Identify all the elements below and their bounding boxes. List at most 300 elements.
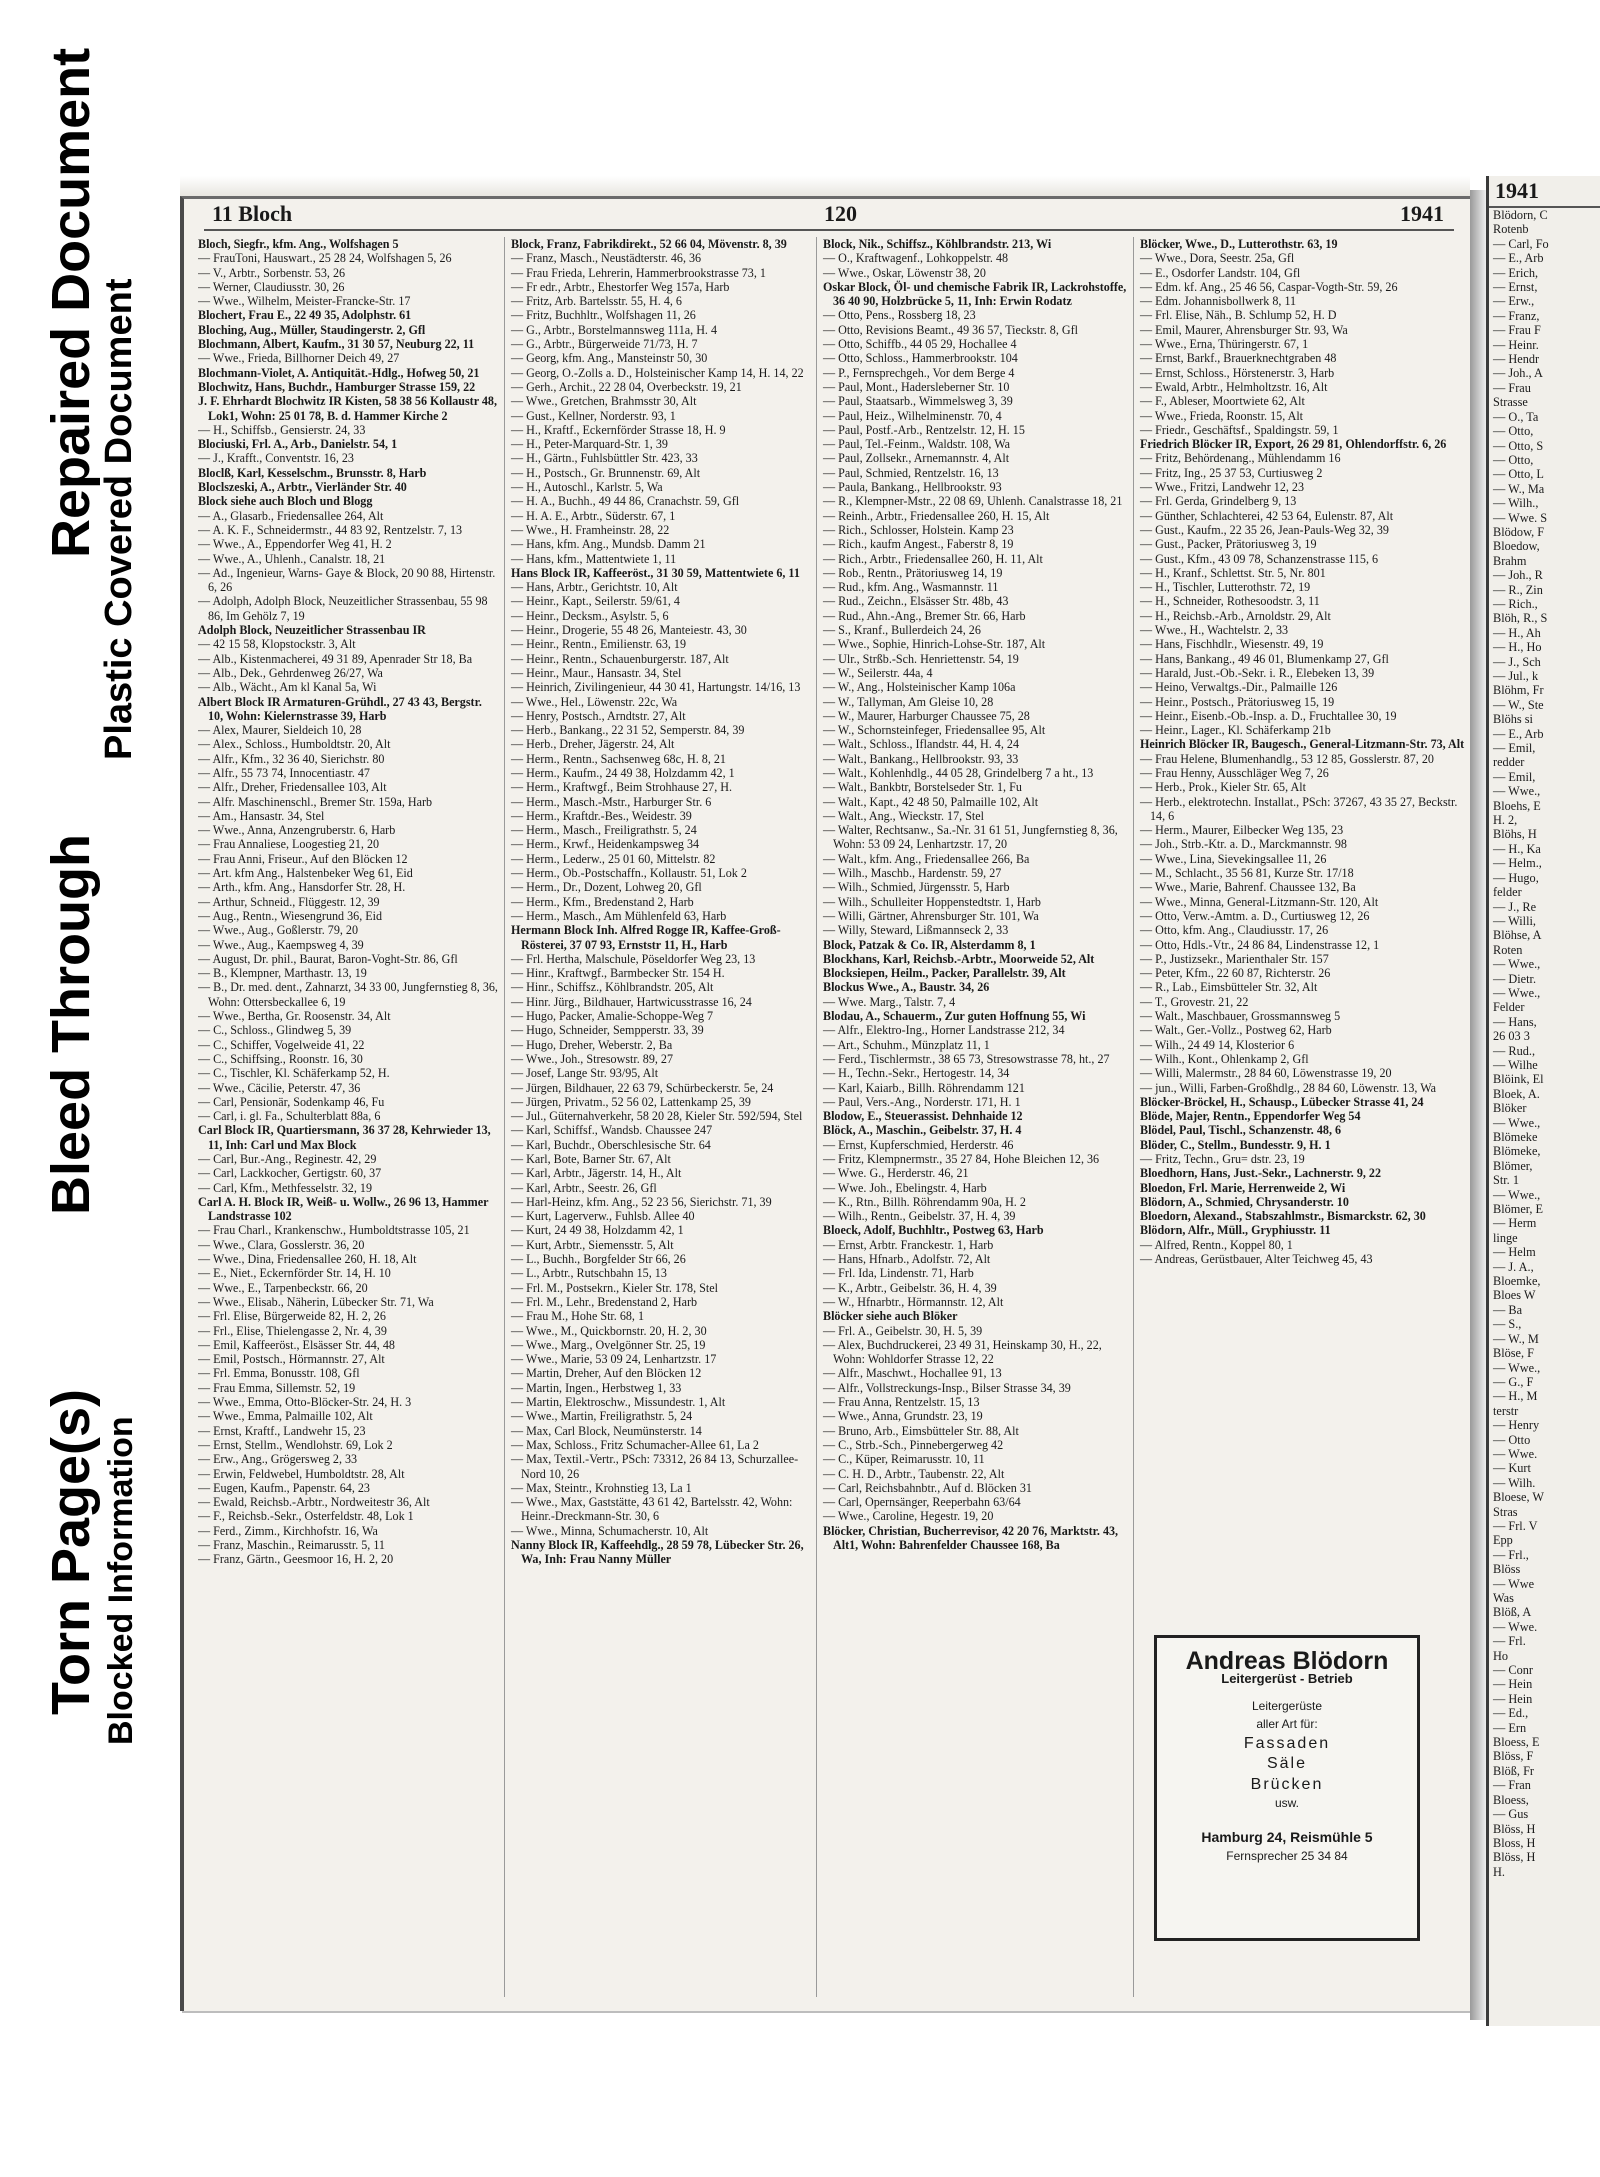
directory-entry: — Fr edr., Arbtr., Ehestorfer Weg 157a, Harb xyxy=(511,279,730,294)
directory-entry: — Ewald, Arbtr., Helmholtzstr. 16, Alt xyxy=(1140,379,1328,394)
directory-entry: — Hugo, Schneider, Sempperstr. 33, 39 xyxy=(511,1023,704,1038)
directory-entry: — Herb., Prok., Kieler Str. 65, Alt xyxy=(1140,780,1306,795)
ad-address: Hamburg 24, Reismühle 5 xyxy=(1201,1829,1373,1846)
directory-entry: Block, Nik., Schiffsz., Köhlbrandstr. 213, Wi xyxy=(823,237,1052,251)
next-page-line: Blöss xyxy=(1493,1562,1521,1577)
directory-entry: Blöck, A., Maschin., Geibelstr. 37, H. 4 xyxy=(823,1123,1022,1138)
directory-entry: — Wwe., M., Quickbornstr. 20, H. 2, 30 xyxy=(511,1323,707,1338)
directory-entry: — 42 15 58, Klopstockstr. 3, Alt xyxy=(198,637,356,652)
directory-entry: — Ernst, Kraftf., Landwehr 15, 23 xyxy=(198,1423,366,1438)
directory-entry: — H., Schiffsb., Gensierstr. 24, 33 xyxy=(198,422,366,437)
directory-entry: — J., Krafft., Conventstr. 16, 23 xyxy=(198,451,354,466)
next-page-line: — J., Re xyxy=(1493,899,1537,914)
directory-entry: — Franz, Masch., Neustädterstr. 46, 36 xyxy=(511,251,702,266)
directory-entry: Blöcker-Bröckel, H., Schausp., Lübecker Strasse 41, 24 xyxy=(1140,1094,1424,1109)
directory-entry: — Otto, Hdls.-Vtr., 24 86 84, Lindenstrasse 12, 1 xyxy=(1140,937,1380,952)
directory-entry: — Gust., Packer, Prätoriusweg 3, 19 xyxy=(1140,537,1317,552)
directory-entry: — Wwe., Elisab., Näherin, Lübecker Str. 71, Wa xyxy=(198,1294,434,1309)
next-page-line: — Hendr xyxy=(1493,352,1540,367)
directory-entry: — Rich., Schlosser, Holstein. Kamp 23 xyxy=(823,522,1014,537)
directory-entry: — Paul, Zollsekr., Arnemannstr. 4, Alt xyxy=(823,451,1010,466)
next-page-line: — Otto xyxy=(1493,1432,1531,1447)
annotation-tags xyxy=(0,0,180,2177)
directory-entry: — Wwe., H., Wachtelstr. 2, 33 xyxy=(1140,623,1289,638)
directory-entry: — Alb., Wächt., Am kl Kanal 5a, Wi xyxy=(198,680,377,695)
directory-entry: — Wwe., Erna, Thüringerstr. 67, 1 xyxy=(1140,337,1309,352)
next-page-line: Ho xyxy=(1493,1648,1509,1663)
directory-entry: J. F. Ehrhardt Blochwitz IR Kisten, 58 38 56 Kollaustr 48, Lok1, Wohn: 25 01 78, B. d. Hammer Kirche 2 xyxy=(198,394,498,423)
directory-entry: — B., Dr. med. dent., Zahnarzt, 34 33 00, Jungfernstieg 8, 36, Wohn: Ottersbeckallee 6, 19 xyxy=(198,980,498,1009)
next-page-line: — Henry xyxy=(1493,1418,1540,1433)
directory-entry: — Carl, Opernsänger, Reeperbahn 63/64 xyxy=(823,1495,1021,1510)
next-page-strip xyxy=(1486,176,1600,2026)
next-page-line: H. 2, xyxy=(1493,813,1518,828)
directory-entry: — Fritz, Arb. Bartelsstr. 55, H. 4, 6 xyxy=(511,294,682,309)
directory-entry: — Otto, Pens., Rossberg 18, 23 xyxy=(823,308,976,323)
directory-entry: — Aug., Rentn., Wiesengrund 36, Eid xyxy=(198,908,383,923)
next-page-line: Blöß, Fr xyxy=(1493,1763,1534,1778)
directory-entry: — Edm. kf. Ang., 25 46 56, Caspar-Vogth-Str. 59, 26 xyxy=(1140,279,1398,294)
directory-entry: — Max, Steintr., Krohnstieg 13, La 1 xyxy=(511,1480,692,1495)
directory-entry: Bloedon, Frl. Marie, Herrenweide 2, Wi xyxy=(1140,1180,1346,1195)
directory-entry: — Wwe., Oskar, Löwenstr 38, 20 xyxy=(823,265,986,280)
directory-entry: — Walt., Kohlenhdlg., 44 05 28, Grindelberg 7 a ht., 13 xyxy=(823,765,1094,780)
directory-entry: Blodau, A., Schauerm., Zur guten Hoffnung 55, Wi xyxy=(823,1009,1086,1024)
directory-entry: — H., Tischler, Lutterothstr. 72, 19 xyxy=(1140,580,1311,595)
directory-entry: Blöde, Majer, Rentn., Eppendorfer Weg 54 xyxy=(1140,1109,1361,1124)
directory-entry: — Willi, Malermstr., 28 84 60, Löwenstrasse 19, 20 xyxy=(1140,1066,1392,1081)
next-page-line: terstr xyxy=(1493,1403,1519,1418)
directory-entry: — Erwin, Feldwebel, Humboldtstr. 28, Alt xyxy=(198,1466,405,1481)
directory-entry: — Herm., Kaufm., 24 49 38, Holzdamm 42, 1 xyxy=(511,765,735,780)
directory-entry: — Frl. Hertha, Malschule, Pöseldorfer Weg 23, 13 xyxy=(511,951,756,966)
next-page-line: Bloess, E xyxy=(1493,1735,1540,1750)
directory-entry: — O., Kraftwagenf., Lohkoppelstr. 48 xyxy=(823,251,1009,266)
directory-entry: — Carl, i. gl. Fa., Schulterblatt 88a, 6 xyxy=(198,1109,381,1124)
next-page-line: Bloes W xyxy=(1493,1288,1536,1303)
directory-entry: — Rich., kaufm Angest., Faberstr 8, 19 xyxy=(823,537,1014,552)
directory-entry: — H. A. E., Arbtr., Süderstr. 67, 1 xyxy=(511,508,676,523)
directory-entry: — Rud., Zeichn., Elsässer Str. 48b, 43 xyxy=(823,594,1009,609)
directory-entry: Nanny Block IR, Kaffeehdlg., 28 59 78, Lübecker Str. 26, Wa, Inh: Frau Nanny Müller xyxy=(511,1538,804,1567)
next-page-line: Bloehs, E xyxy=(1493,798,1541,813)
directory-entry: — Heinr., Rentn., Schauenburgerstr. 187, Alt xyxy=(511,651,729,666)
ad-service-bridges: Brücken xyxy=(1250,1775,1324,1793)
directory-entry: — H., Autoschl., Karlstr. 5, Wa xyxy=(511,480,663,495)
directory-entry: Blociuski, Frl. A., Arb., Danielstr. 54, 1 xyxy=(198,437,398,452)
advertisement-box xyxy=(1154,1635,1420,1941)
next-page-line: — G., F xyxy=(1493,1374,1534,1389)
directory-entry: — E., Niet., Eckernförder Str. 14, H. 10 xyxy=(198,1266,391,1281)
directory-entry: — Paul, Tel.-Feinm., Waldstr. 108, Wa xyxy=(823,437,1011,452)
directory-entry: — W., Seilerstr. 44a, 4 xyxy=(823,665,933,680)
directory-entry: — H., Kranf., Schlettst. Str. 5, Nr. 801 xyxy=(1140,565,1326,580)
ad-phone: Fernsprecher 25 34 84 xyxy=(1226,1848,1348,1863)
next-page-line: — E., Arb xyxy=(1493,726,1544,741)
next-page-line: — Hein xyxy=(1493,1691,1533,1706)
directory-entry: — August, Dr. phil., Baurat, Baron-Voght-Str. 86, Gfl xyxy=(198,951,458,966)
directory-entry: — Franz, Maschin., Reimarusstr. 5, 11 xyxy=(198,1538,385,1553)
directory-entry: — Frl. Ida, Lindenstr. 71, Harb xyxy=(823,1266,974,1281)
directory-entry: — C. H. D., Arbtr., Taubenstr. 22, Alt xyxy=(823,1466,1005,1481)
directory-entry: — Frl., Elise, Thielengasse 2, Nr. 4, 39 xyxy=(198,1323,387,1338)
directory-entry: — Karl, Arbtr., Seestr. 26, Gfl xyxy=(511,1180,657,1195)
directory-entry: — Harald, Just.-Ob.-Sekr. i. R., Elebeken 13, 39 xyxy=(1140,665,1375,680)
directory-entry: — Wwe., Minna, General-Litzmann-Str. 120, Alt xyxy=(1140,894,1379,909)
directory-entry: — Wwe., Frieda, Roonstr. 15, Alt xyxy=(1140,408,1304,423)
directory-entry: — E., Osdorfer Landstr. 104, Gfl xyxy=(1140,265,1301,280)
directory-entry: — F., Ableser, Moortwiete 62, Alt xyxy=(1140,394,1305,409)
directory-entry: — Harl-Heinz, kfm. Ang., 52 23 56, Sierichstr. 71, 39 xyxy=(511,1194,772,1209)
next-page-line: Bloess, xyxy=(1493,1792,1529,1807)
next-page-line: — H., Ka xyxy=(1493,841,1541,856)
directory-entry: — Rob., Rentn., Prätoriusweg 14, 19 xyxy=(823,565,1003,580)
header-page-number: 120 xyxy=(824,201,857,226)
next-page-line: — Hein xyxy=(1493,1677,1533,1692)
directory-entry: — Wwe., Anna, Anzengruberstr. 6, Harb xyxy=(198,823,396,838)
next-page-line: — Frau xyxy=(1493,380,1531,395)
directory-entry: — G., Arbtr., Borstelmannsweg 111a, H. 4 xyxy=(511,322,718,337)
directory-entry: — Wwe., Wilhelm, Meister-Francke-Str. 17 xyxy=(198,294,411,309)
directory-entry: — Wwe., Dina, Friedensallee 260, H. 18, Alt xyxy=(198,1252,417,1267)
next-page-line: Bloemke, xyxy=(1493,1274,1541,1289)
directory-entry: — Herm., Kfm., Bredenstand 2, Harb xyxy=(511,894,694,909)
directory-entry: — C., Küper, Reimarusstr. 10, 11 xyxy=(823,1452,985,1467)
directory-entry: — K., Rtn., Billh. Röhrendamm 90a, H. 2 xyxy=(823,1194,1026,1209)
directory-entry: — Alb., Kistenmacherei, 49 31 89, Apenrader Str 18, Ba xyxy=(198,651,473,666)
directory-entry: — Herm., Dr., Dozent, Lohweg 20, Gfl xyxy=(511,880,702,895)
directory-entry: Hans Block IR, Kaffeeröst., 31 30 59, Mattentwiete 6, 11 xyxy=(511,565,800,580)
directory-entry: — Heinr., Postsch., Prätoriusweg 15, 19 xyxy=(1140,694,1335,709)
directory-entry: — Frau Helene, Blumenhandlg., 53 12 85, Gosslerstr. 87, 20 xyxy=(1140,751,1434,766)
directory-entry: — Frau Henny, Ausschläger Weg 7, 26 xyxy=(1140,765,1329,780)
directory-entry: — Carl, Lackkocher, Gertigstr. 60, 37 xyxy=(198,1166,382,1181)
next-page-line: — Wwe., xyxy=(1493,1360,1541,1375)
directory-entry: — Paul, Heiz., Wilhelminenstr. 70, 4 xyxy=(823,408,1002,423)
directory-entry: — Erw., Ang., Grögersweg 2, 33 xyxy=(198,1452,358,1467)
directory-entry: — Herm., Krwf., Heidenkampsweg 34 xyxy=(511,837,700,852)
directory-entry: — Otto, Revisions Beamt., 49 36 57, Tieckstr. 8, Gfl xyxy=(823,322,1078,337)
directory-entry: — Wilh., Kont., Ohlenkamp 2, Gfl xyxy=(1140,1051,1309,1066)
directory-entry: — Frl. M., Lehr., Bredenstand 2, Harb xyxy=(511,1294,698,1309)
directory-entry: — Herm., Kraftwgf., Beim Strohhause 27, H. xyxy=(511,780,733,795)
next-page-line: Blöss, H xyxy=(1493,1850,1536,1865)
directory-entry: — Wwe., Emma, Otto-Blöcker-Str. 24, H. 3 xyxy=(198,1395,412,1410)
next-page-line: Blömer, xyxy=(1493,1158,1533,1173)
directory-entry: — Alfr. Maschinenschl., Bremer Str. 159a, Harb xyxy=(198,794,433,809)
directory-entry: Bloedorn, Alexand., Stabszahlmstr., Bismarckstr. 62, 30 xyxy=(1140,1209,1426,1224)
directory-entry: — Frau M., Hohe Str. 68, 1 xyxy=(511,1309,645,1324)
directory-entry: — Hans, kfm., Mattentwiete 1, 11 xyxy=(511,551,677,566)
directory-entry: — Paul, Vers.-Ang., Norderstr. 171, H. 1 xyxy=(823,1094,1021,1109)
directory-entry: Block, Patzak & Co. IR, Alsterdamm 8, 1 xyxy=(823,937,1036,952)
directory-entry: — Wwe., E., Tarpenbeckstr. 66, 20 xyxy=(198,1280,368,1295)
tag-repaired-document: Repaired Document xyxy=(41,47,101,558)
directory-entry: Hermann Block Inh. Alfred Rogge IR, Kaffee-Groß-Rösterei, 37 07 93, Ernststr 11, H., Harb xyxy=(511,923,781,952)
directory-entry: Block siehe auch Bloch und Blogg xyxy=(198,494,373,509)
directory-entry: — Ferd., Tischlermstr., 38 65 73, Stresowstrasse 78, ht., 27 xyxy=(823,1051,1110,1066)
directory-entry: Albert Block IR Armaturen-Grühdl., 27 43 43, Bergstr. 10, Wohn: Kielernstrasse 39, Harb xyxy=(198,694,482,723)
directory-entry: — Hans, kfm. Ang., Mundsb. Damm 21 xyxy=(511,537,706,552)
directory-entry: — Walt., Schloss., Iflandstr. 44, H. 4, 24 xyxy=(823,737,1019,752)
directory-entry: — Carl, Reichsbahnbtr., Auf d. Blöcken 31 xyxy=(823,1480,1032,1495)
directory-entry: — C., Schiffsing., Roonstr. 16, 30 xyxy=(198,1051,363,1066)
directory-entry: — Eugen, Kaufm., Papenstr. 64, 23 xyxy=(198,1480,370,1495)
directory-entry: Blocksiepen, Heilm., Packer, Parallelstr. 39, Alt xyxy=(823,966,1066,981)
next-page-line: Blömer, E xyxy=(1493,1202,1544,1217)
directory-entry: — Franz, Gärtn., Geesmoor 16, H. 2, 20 xyxy=(198,1552,394,1567)
directory-entry: — Herb., elektrotechn. Installat., PSch: 37267, 43 35 27, Beckstr. 14, 6 xyxy=(1140,794,1458,823)
directory-entry: — Wwe., Anna, Grundstr. 23, 19 xyxy=(823,1409,983,1424)
directory-entry: Bloeck, Adolf, Buchhltr., Postweg 63, Harb xyxy=(823,1223,1044,1238)
next-page-line: — W., Ste xyxy=(1493,697,1544,712)
next-page-line: Blöhse, A xyxy=(1493,928,1542,943)
directory-entry: — Fritz, Ing., 25 37 53, Curtiusweg 2 xyxy=(1140,465,1323,480)
directory-entry: — Bruno, Arb., Eimsbütteler Str. 88, Alt xyxy=(823,1423,1019,1438)
directory-entry: — Wwe., Aug., Goßlerstr. 79, 20 xyxy=(198,923,359,938)
next-page-line: — Frl., xyxy=(1493,1547,1529,1562)
next-page-line: — W., Ma xyxy=(1493,481,1545,496)
directory-entry: — Alex, Maurer, Sieldeich 10, 28 xyxy=(198,723,362,738)
next-page-line: — Conr xyxy=(1493,1663,1533,1678)
next-page-line: — Wwe. xyxy=(1493,1446,1538,1461)
next-page-line: — Wwe., xyxy=(1493,1187,1541,1202)
next-page-line: — R., Zin xyxy=(1493,582,1543,597)
directory-entry: — Otto, Verw.-Amtm. a. D., Curtiusweg 12, 26 xyxy=(1140,908,1370,923)
next-page-line: — Carl, Fo xyxy=(1493,236,1549,251)
directory-entry: — Heinrich, Zivilingenieur, 44 30 41, Hartungstr. 14/16, 13 xyxy=(511,680,801,695)
next-page-line: Blöker xyxy=(1493,1101,1527,1116)
directory-entry: — Heinr., Decksm., Asylstr. 5, 6 xyxy=(511,608,669,623)
directory-entry: — L., Buchh., Borgfelder Str 66, 26 xyxy=(511,1252,686,1267)
directory-entry: — Frau Annaliese, Loogestieg 21, 20 xyxy=(198,837,380,852)
next-page-line: Blöhs si xyxy=(1493,712,1533,727)
ad-service-facades: Fassaden xyxy=(1243,1735,1331,1753)
directory-entry: — H., Peter-Marquard-Str. 1, 39 xyxy=(511,437,668,452)
directory-entry: Block, Franz, Fabrikdirekt., 52 66 04, Mövenstr. 8, 39 xyxy=(511,237,787,251)
directory-entry: — Frau Frieda, Lehrerin, Hammerbrookstrasse 73, 1 xyxy=(511,265,766,280)
next-page-line: — Wwe., xyxy=(1493,957,1541,972)
directory-entry: — Wwe., Martin, Freiligrathstr. 5, 24 xyxy=(511,1409,693,1424)
directory-entry: — Herm., Masch., Freiligrathstr. 5, 24 xyxy=(511,823,697,838)
next-page-line: — H., Ho xyxy=(1493,640,1542,655)
directory-entry: — Jürgen, Privatm., 52 56 02, Lattenkamp 25, 39 xyxy=(511,1094,751,1109)
next-page-header: 1941 xyxy=(1489,176,1600,208)
directory-entry: — Alfr., Kfm., 32 36 40, Sierichstr. 80 xyxy=(198,751,385,766)
directory-entry: — H., Techn.-Sekr., Hertogestr. 14, 34 xyxy=(823,1066,1010,1081)
directory-entry: Heinrich Blöcker IR, Baugesch., General-Litzmann-Str. 73, Alt xyxy=(1140,737,1465,752)
directory-entry: — Herm., Rentn., Sachsenweg 68c, H. 8, 21 xyxy=(511,751,726,766)
header-left: 11 Bloch xyxy=(212,201,293,226)
next-page-line: Blöh, R., S xyxy=(1493,611,1548,626)
directory-entry: — Otto, Schloss., Hammerbrookstr. 104 xyxy=(823,351,1018,366)
next-page-line: Stras xyxy=(1493,1504,1518,1519)
directory-entry: — Heinr., Eisenb.-Ob.-Insp. a. D., Fruchtallee 30, 19 xyxy=(1140,708,1397,723)
directory-entry: — Wwe., Joh., Stresowstr. 89, 27 xyxy=(511,1051,674,1066)
directory-entry: — V., Arbtr., Sorbenstr. 53, 26 xyxy=(198,265,346,280)
directory-entry: — Wwe., A., Eppendorfer Weg 41, H. 2 xyxy=(198,537,392,552)
page-top-edge xyxy=(180,176,1470,196)
directory-entry: — P., Justizsekr., Marienthaler Str. 157 xyxy=(1140,951,1329,966)
directory-entry: — Gust., Kaufm., 22 35 26, Jean-Pauls-Weg 32, 39 xyxy=(1140,522,1389,537)
directory-entry: — Paul, Postf.-Arb., Rentzelstr. 12, H. 15 xyxy=(823,422,1025,437)
directory-entry: — Hugo, Dreher, Weberstr. 2, Ba xyxy=(511,1037,673,1052)
directory-entry: — Wwe. G., Herderstr. 46, 21 xyxy=(823,1166,969,1181)
next-page-line: — Otto, xyxy=(1493,452,1534,467)
next-page-line: Blöink, El xyxy=(1493,1072,1544,1087)
directory-entry: — Ernst, Schloss., Hörstenerstr. 3, Harb xyxy=(1140,365,1335,380)
directory-entry: — Heinr., Maur., Hansastr. 34, Stel xyxy=(511,665,682,680)
directory-entry: — Walt., Ger.-Vollz., Postweg 62, Harb xyxy=(1140,1023,1332,1038)
ad-line-1: Leitergerüste xyxy=(1251,1698,1323,1713)
directory-entry: — Max, Textil.-Vertr., PSch: 73312, 26 84 13, Schurzallee-Nord 10, 26 xyxy=(511,1452,799,1481)
directory-entry: — Walter, Rechtsanw., Sa.-Nr. 31 61 51, Jungfernstieg 8, 36, Wohn: 53 09 24, Lenhartzstr. 17, 20 xyxy=(823,823,1118,852)
directory-entry: — Frau Anna, Rentzelstr. 15, 13 xyxy=(823,1395,980,1410)
directory-entry: — Wwe., Aug., Kaempsweg 4, 39 xyxy=(198,937,364,952)
tag-plastic-covered-document: Plastic Covered Document xyxy=(98,278,140,760)
directory-entry: — Alex., Schloss., Humboldtstr. 20, Alt xyxy=(198,737,391,752)
next-page-line: — Helm., xyxy=(1493,856,1542,871)
directory-entry: — Herb., Dreher, Jägerstr. 24, Alt xyxy=(511,737,675,752)
directory-entry: — Wilh., Schmied, Jürgensstr. 5, Harb xyxy=(823,880,1010,895)
next-page-line: linge xyxy=(1493,1230,1518,1245)
directory-entry: — Werner, Claudiusstr. 30, 26 xyxy=(198,279,345,294)
directory-entry: — Andreas, Gerüstbauer, Alter Teichweg 45, 43 xyxy=(1140,1252,1373,1267)
directory-entry: — H. A., Buchh., 49 44 86, Cranachstr. 59, Gfl xyxy=(511,494,740,509)
directory-entry: — W., Maurer, Harburger Chaussee 75, 28 xyxy=(823,708,1030,723)
next-page-line: — Fran xyxy=(1493,1778,1531,1793)
directory-entry: Blödorn, Alfr., Müll., Gryphiusstr. 11 xyxy=(1140,1223,1331,1238)
ad-line-3: usw. xyxy=(1274,1796,1299,1811)
ad-service-halls: Säle xyxy=(1266,1755,1308,1773)
tag-torn-pages: Torn Page(s) xyxy=(41,1388,101,1715)
directory-entry: — Paul, Schmied, Rentzelstr. 16, 13 xyxy=(823,465,999,480)
directory-page xyxy=(180,196,1474,2011)
directory-entry: — Gust., Kellner, Norderstr. 93, 1 xyxy=(511,408,676,423)
directory-entry: — jun., Willi, Farben-Großhdlg., 28 84 60, Löwenstr. 13, Wa xyxy=(1140,1080,1437,1095)
next-page-line: — Ern xyxy=(1493,1720,1527,1735)
directory-entry: — Hinr., Kraftwgf., Barmbecker Str. 154 H. xyxy=(511,966,725,981)
next-page-line: — Wilhe xyxy=(1493,1057,1538,1072)
next-page-line: — Wwe xyxy=(1493,1576,1535,1591)
directory-entry: — C., Strb.-Sch., Pinnebergerweg 42 xyxy=(823,1437,1004,1452)
next-page-line: — Ernst, xyxy=(1493,280,1538,295)
directory-entry: — Wwe., Hel., Löwenstr. 22c, Wa xyxy=(511,694,678,709)
directory-entry: — Ernst, Kupferschmied, Herderstr. 46 xyxy=(823,1137,1014,1152)
directory-entry: — Wwe., Fritzi, Landwehr 12, 23 xyxy=(1140,480,1305,495)
directory-entry: — Ernst, Barkf., Brauerknechtgraben 48 xyxy=(1140,351,1337,366)
directory-entry: — Otto, Schiffb., 44 05 29, Hochallee 4 xyxy=(823,337,1017,352)
directory-entry: — Martin, Dreher, Auf den Blöcken 12 xyxy=(511,1366,702,1381)
directory-entry: — Wilh., Maschb., Hardenstr. 59, 27 xyxy=(823,866,1002,881)
directory-entry: — Frau Emma, Sillemstr. 52, 19 xyxy=(198,1380,356,1395)
next-page-line: — W., M xyxy=(1493,1331,1539,1346)
directory-entry: — Karl, Kaiarb., Billh. Röhrendamm 121 xyxy=(823,1080,1025,1095)
directory-entry: Bloch, Siegfr., kfm. Ang., Wolfshagen 5 xyxy=(198,237,399,251)
directory-entry: Adolph Block, Neuzeitlicher Strassenbau IR xyxy=(198,623,426,638)
next-page-line: Was xyxy=(1493,1591,1514,1605)
directory-entry: — Frl. A., Geibelstr. 30, H. 5, 39 xyxy=(823,1323,983,1338)
directory-entry: — Josef, Lange Str. 93/95, Alt xyxy=(511,1066,659,1081)
directory-entry: — Willy, Steward, Lißmannseck 2, 33 xyxy=(823,923,1009,938)
directory-entry: — Martin, Ingen., Herbstweg 1, 33 xyxy=(511,1380,682,1395)
directory-entry: — Wilh., Schulleiter Hoppenstedtstr. 1, Harb xyxy=(823,894,1041,909)
directory-entry: — Art., Schuhm., Münzplatz 11, 1 xyxy=(823,1037,990,1052)
directory-entry: — C., Tischler, Kl. Schäferkamp 52, H. xyxy=(198,1066,390,1081)
next-page-line: — J. A., xyxy=(1493,1259,1534,1274)
directory-entry: — Peter, Kfm., 22 60 87, Richterstr. 26 xyxy=(1140,966,1331,981)
directory-entry: — A., Glasarb., Friedensallee 264, Alt xyxy=(198,508,384,523)
next-page-line: Blöß, A xyxy=(1493,1605,1532,1620)
directory-entry: — Alfr., Maschwt., Hochallee 91, 13 xyxy=(823,1366,1002,1381)
directory-entry: — Jul., Güternahverkehr, 58 20 28, Kieler Str. 592/594, Stel xyxy=(511,1109,803,1124)
directory-entry: Blöcker siehe auch Blöker xyxy=(823,1309,958,1324)
next-page-line: Brahm xyxy=(1493,553,1527,568)
next-page-line: Blödorn, C xyxy=(1493,208,1548,222)
directory-entry: — Emil, Maurer, Ahrensburger Str. 93, Wa xyxy=(1140,322,1348,337)
directory-entry: Blochmann-Violet, A. Antiquität.-Hdlg., Hofweg 50, 21 xyxy=(198,365,480,380)
next-page-line: redder xyxy=(1493,755,1525,770)
directory-entry: — Herm., Maurer, Eilbecker Weg 135, 23 xyxy=(1140,823,1344,838)
next-page-line: Blöhm, Fr xyxy=(1493,683,1544,698)
directory-entry: — Heinr., Kapt., Seilerstr. 59/61, 4 xyxy=(511,594,680,609)
directory-entry: — Hugo, Packer, Amalie-Schoppe-Weg 7 xyxy=(511,1009,714,1024)
ad-line-2: aller Art für: xyxy=(1256,1716,1318,1731)
directory-entry: — Gerh., Archit., 22 28 04, Overbeckstr. 19, 21 xyxy=(511,379,742,394)
directory-entry: — W., Hfnarbtr., Hörmannstr. 12, Alt xyxy=(823,1294,1004,1309)
directory-entry: — Heino, Verwaltgs.-Dir., Palmaille 126 xyxy=(1140,680,1338,695)
directory-entry: — Wwe., Frieda, Billhorner Deich 49, 27 xyxy=(198,351,400,366)
directory-entry: — Karl, Arbtr., Jägerstr. 14, H., Alt xyxy=(511,1166,682,1181)
directory-entry: — Alb., Dek., Gehrdenweg 26/27, Wa xyxy=(198,665,383,680)
next-page-line: — Kurt xyxy=(1493,1461,1531,1476)
ad-company-name: Andreas Blödorn xyxy=(1185,1647,1389,1675)
directory-entry: — Walt., Kapt., 42 48 50, Palmaille 102, Alt xyxy=(823,794,1039,809)
directory-entry: Blockus Wwe., A., Baustr. 34, 26 xyxy=(823,980,990,995)
directory-column-3 xyxy=(816,237,1128,1997)
directory-entry: — Wwe., Max, Gaststätte, 43 61 42, Bartelsstr. 42, Wohn: Heinr.-Dreckmann-Str. 30, 6 xyxy=(511,1495,793,1524)
directory-column-4 xyxy=(1133,237,1465,1997)
directory-entry: — R., Klempner-Mstr., 22 08 69, Uhlenh. Canalstrasse 18, 21 xyxy=(823,494,1123,509)
next-page-line: — Heinr. xyxy=(1493,337,1539,352)
directory-entry: — Karl, Buchdr., Oberschlesische Str. 64 xyxy=(511,1137,711,1152)
directory-entry: — Otto, kfm. Ang., Claudiusstr. 17, 26 xyxy=(1140,923,1329,938)
directory-entry: — Alfr., Dreher, Friedensallee 103, Alt xyxy=(198,780,387,795)
directory-entry: — Frl. Elise, Näh., B. Schlump 52, H. D xyxy=(1140,308,1337,323)
directory-entry: — Walt., Ang., Wieckstr. 17, Stel xyxy=(823,808,985,823)
directory-entry: — Wwe., Gretchen, Brahmsstr 30, Alt xyxy=(511,394,697,409)
directory-entry: — Wilh., Rentn., Geibelstr. 37, H. 4, 39 xyxy=(823,1209,1016,1224)
directory-entry: — Herm., Masch., Am Mühlenfeld 63, Harb xyxy=(511,908,727,923)
next-page-line: — Erw., xyxy=(1493,294,1535,309)
next-page-line: — Herm xyxy=(1493,1216,1537,1231)
directory-entry: Carl Block IR, Quartiersmann, 36 37 28, Kehrwieder 13, 11, Inh: Carl und Max Block xyxy=(198,1123,491,1152)
directory-entry: — Walt., Maschbauer, Grossmannsweg 5 xyxy=(1140,1009,1341,1024)
directory-entry: Blochmann, Albert, Kaufm., 31 30 57, Neuburg 22, 11 xyxy=(198,337,475,352)
directory-entry: — Henry, Postsch., Arndtstr. 27, Alt xyxy=(511,708,686,723)
next-page-line: Blöse, F xyxy=(1493,1346,1534,1361)
next-page-line: — Dietr. xyxy=(1493,971,1537,986)
directory-entry: — Wwe., Sophie, Hinrich-Lohse-Str. 187, Alt xyxy=(823,637,1046,652)
next-page-line: 26 03 3 xyxy=(1493,1029,1530,1044)
directory-entry: Oskar Block, Öl- und chemische Fabrik IR, Lackrohstoffe, 36 40 90, Holzbrücke 5, 11, Inh: Erwin Rodatz xyxy=(823,279,1127,309)
directory-entry: — Ernst, Stellm., Wendlohstr. 69, Lok 2 xyxy=(198,1437,393,1452)
directory-entry: — Karl, Schiffsf., Wandsb. Chaussee 247 xyxy=(511,1123,713,1138)
directory-entry: — Adolph, Adolph Block, Neuzeitlicher Strassenbau, 55 98 86, Im Gehölz 7, 19 xyxy=(198,594,488,623)
next-page-line: — Otto, xyxy=(1493,424,1534,439)
directory-entry: — Herm., Masch.-Mstr., Harburger Str. 6 xyxy=(511,794,712,809)
next-page-line: Strasse xyxy=(1493,395,1528,410)
